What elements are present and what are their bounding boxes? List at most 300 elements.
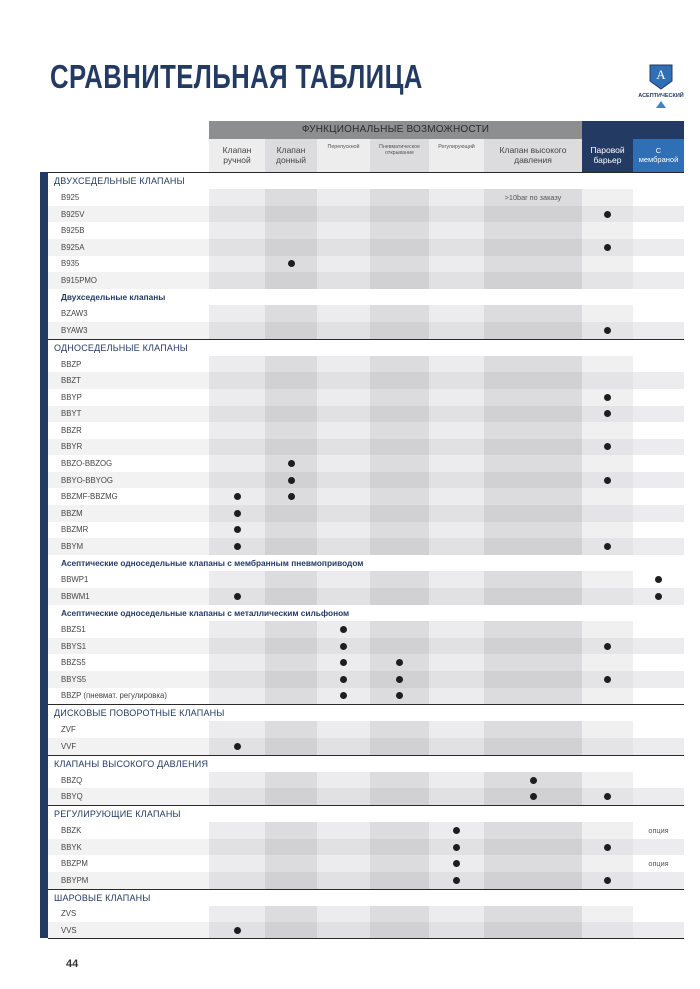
special-header-band — [582, 121, 684, 139]
table-cell — [370, 206, 429, 223]
table-cell — [370, 488, 429, 505]
table-cell — [370, 389, 429, 406]
table-cell — [317, 256, 370, 273]
table-cell — [265, 505, 317, 522]
cell-note: опция — [648, 825, 669, 835]
table-cell — [582, 272, 633, 289]
feature-dot-marker — [604, 676, 611, 683]
table-cell — [484, 872, 582, 889]
table-cell — [484, 455, 582, 472]
table-cell — [209, 621, 265, 638]
table-cell — [633, 422, 684, 439]
table-cell — [582, 256, 633, 273]
table-cell — [633, 406, 684, 423]
table-cell — [209, 239, 265, 256]
table-cell — [633, 788, 684, 805]
table-cell — [265, 389, 317, 406]
section-header-row — [48, 889, 684, 906]
feature-dot-marker — [604, 211, 611, 218]
table-row — [48, 688, 684, 705]
table-cell — [484, 522, 582, 539]
section-title: ОДНОСЕДЕЛЬНЫЕ КЛАПАНЫ — [54, 342, 188, 353]
table-cell — [317, 738, 370, 755]
table-row — [48, 305, 684, 322]
table-cell — [429, 688, 484, 705]
table-cell — [209, 571, 265, 588]
table-cell — [429, 189, 484, 206]
table-cell — [429, 455, 484, 472]
table-cell — [209, 422, 265, 439]
table-cell — [209, 356, 265, 373]
table-bottom-rule — [48, 938, 684, 939]
table-cell — [582, 772, 633, 789]
table-cell — [429, 389, 484, 406]
table-cell — [370, 305, 429, 322]
section-header-row — [48, 755, 684, 772]
table-cell — [265, 206, 317, 223]
table-cell — [429, 356, 484, 373]
table-row — [48, 906, 684, 923]
feature-dot-marker — [604, 477, 611, 484]
table-cell — [370, 189, 429, 206]
table-cell — [370, 372, 429, 389]
valve-model-name: ZVF — [61, 725, 76, 735]
table-cell — [265, 372, 317, 389]
table-cell — [370, 406, 429, 423]
table-row — [48, 654, 684, 671]
table-cell — [370, 839, 429, 856]
table-row — [48, 538, 684, 555]
table-cell — [209, 654, 265, 671]
table-cell — [317, 372, 370, 389]
table-cell — [370, 505, 429, 522]
table-cell — [370, 571, 429, 588]
valve-model-name: BBZP (пневмат. регулировка) — [61, 691, 167, 701]
table-cell — [582, 621, 633, 638]
table-cell — [633, 721, 684, 738]
table-cell — [209, 822, 265, 839]
column-header-3: Пневматическое открывание — [370, 139, 429, 173]
valve-model-name: BBYK — [61, 842, 82, 852]
table-cell — [370, 772, 429, 789]
table-cell — [582, 422, 633, 439]
table-cell — [582, 372, 633, 389]
table-cell — [209, 439, 265, 456]
cell-note: >10bar по заказу — [504, 192, 562, 202]
table-row — [48, 772, 684, 789]
table-cell — [370, 621, 429, 638]
table-cell — [209, 256, 265, 273]
table-cell — [484, 356, 582, 373]
table-cell — [209, 872, 265, 889]
table-cell — [265, 422, 317, 439]
valve-model-name: BBYS5 — [61, 674, 87, 684]
table-cell — [582, 455, 633, 472]
table-cell — [317, 389, 370, 406]
table-cell — [370, 822, 429, 839]
table-cell — [633, 189, 684, 206]
table-cell — [317, 206, 370, 223]
table-cell — [582, 855, 633, 872]
table-cell — [633, 305, 684, 322]
table-cell — [633, 256, 684, 273]
table-row — [48, 922, 684, 939]
table-cell — [429, 472, 484, 489]
table-cell — [429, 538, 484, 555]
table-cell — [370, 788, 429, 805]
feature-dot-marker — [234, 493, 241, 500]
section-title: Асептические односедельные клапаны с металлическим сильфоном — [61, 607, 350, 618]
section-header-row — [48, 339, 684, 356]
feature-dot-marker — [288, 477, 295, 484]
section-header-row — [48, 172, 684, 189]
table-row — [48, 522, 684, 539]
table-cell — [484, 839, 582, 856]
table-cell — [317, 721, 370, 738]
table-cell — [429, 571, 484, 588]
table-cell — [317, 505, 370, 522]
table-cell — [633, 839, 684, 856]
feature-dot-marker — [453, 844, 460, 851]
badge-caption: АСЕПТИЧЕСКИЙ — [638, 93, 684, 99]
feature-dot-marker — [234, 593, 241, 600]
table-cell — [429, 488, 484, 505]
table-cell — [484, 222, 582, 239]
table-cell — [317, 406, 370, 423]
table-cell — [265, 906, 317, 923]
table-cell — [317, 455, 370, 472]
table-row — [48, 822, 684, 839]
feature-dot-marker — [234, 927, 241, 934]
table-cell — [317, 439, 370, 456]
feature-dot-marker — [340, 643, 347, 650]
page-number: 44 — [66, 958, 79, 970]
table-cell — [265, 839, 317, 856]
valve-model-name: BBZR — [61, 425, 82, 435]
valve-model-name: BBWP1 — [61, 575, 89, 585]
valve-model-name: BBZMF-BBZMG — [61, 492, 118, 502]
table-row — [48, 322, 684, 339]
table-cell — [265, 406, 317, 423]
table-cell — [633, 455, 684, 472]
table-cell — [429, 305, 484, 322]
table-row — [48, 472, 684, 489]
feature-dot-marker — [234, 743, 241, 750]
table-cell — [370, 538, 429, 555]
table-cell — [209, 372, 265, 389]
table-cell — [582, 922, 633, 939]
table-row — [48, 638, 684, 655]
table-cell — [484, 272, 582, 289]
table-cell — [265, 922, 317, 939]
table-cell — [370, 906, 429, 923]
valve-model-name: B915PMO — [61, 275, 97, 285]
comparison-table — [48, 172, 684, 939]
table-cell — [429, 439, 484, 456]
table-cell — [429, 922, 484, 939]
subsection-header-row — [48, 289, 684, 306]
table-cell — [633, 239, 684, 256]
table-cell — [484, 621, 582, 638]
section-header-row — [48, 704, 684, 721]
table-cell — [265, 305, 317, 322]
table-cell — [633, 272, 684, 289]
table-row — [48, 372, 684, 389]
table-cell — [317, 588, 370, 605]
table-cell — [317, 839, 370, 856]
table-cell — [265, 788, 317, 805]
table-cell — [265, 522, 317, 539]
table-cell — [582, 822, 633, 839]
valve-model-name: ZVS — [61, 909, 77, 919]
table-row — [48, 738, 684, 755]
table-cell — [370, 322, 429, 339]
table-cell — [484, 422, 582, 439]
table-cell — [209, 206, 265, 223]
triangle-icon — [656, 101, 666, 108]
table-cell — [484, 654, 582, 671]
column-header-4: Регулирующий — [429, 139, 484, 173]
table-cell — [633, 206, 684, 223]
table-cell — [429, 738, 484, 755]
table-row — [48, 855, 684, 872]
table-cell — [317, 488, 370, 505]
valve-model-name: BBZK — [61, 825, 82, 835]
valve-model-name: B925V — [61, 209, 85, 219]
feature-dot-marker — [604, 877, 611, 884]
table-cell — [633, 922, 684, 939]
table-cell — [317, 356, 370, 373]
table-row — [48, 406, 684, 423]
badge-letter: A — [656, 67, 666, 82]
table-cell — [429, 721, 484, 738]
table-cell — [484, 505, 582, 522]
table-cell — [633, 389, 684, 406]
table-cell — [484, 721, 582, 738]
table-cell — [429, 256, 484, 273]
table-cell — [633, 488, 684, 505]
feature-dot-marker — [234, 510, 241, 517]
feature-dot-marker — [234, 543, 241, 550]
feature-dot-marker — [655, 593, 662, 600]
table-cell — [633, 439, 684, 456]
valve-model-name: VVF — [61, 741, 77, 751]
table-cell — [317, 538, 370, 555]
table-cell — [265, 239, 317, 256]
table-cell — [209, 472, 265, 489]
table-cell — [317, 422, 370, 439]
table-row — [48, 788, 684, 805]
table-cell — [633, 372, 684, 389]
table-cell — [209, 189, 265, 206]
table-cell — [370, 422, 429, 439]
subsection-header-row — [48, 605, 684, 622]
table-row — [48, 588, 684, 605]
table-cell — [370, 239, 429, 256]
section-title: Двухседельные клапаны — [61, 292, 166, 303]
feature-dot-marker — [604, 543, 611, 550]
valve-model-name: BBZMR — [61, 525, 89, 535]
table-cell — [429, 206, 484, 223]
table-row — [48, 872, 684, 889]
valve-model-name: B925A — [61, 242, 85, 252]
table-cell — [370, 455, 429, 472]
column-header-5: Клапан высокого давления — [484, 139, 582, 173]
feature-dot-marker — [340, 626, 347, 633]
table-cell — [265, 621, 317, 638]
table-cell — [582, 721, 633, 738]
feature-dot-marker — [530, 793, 537, 800]
table-cell — [484, 472, 582, 489]
feature-dot-marker — [288, 260, 295, 267]
table-cell — [370, 256, 429, 273]
table-cell — [484, 372, 582, 389]
table-cell — [582, 356, 633, 373]
table-cell — [370, 721, 429, 738]
valve-model-name: BBZPM — [61, 859, 88, 869]
table-row — [48, 571, 684, 588]
valve-model-name: BBZP — [61, 359, 82, 369]
table-cell — [265, 738, 317, 755]
left-accent-bar — [40, 172, 48, 938]
table-cell — [209, 906, 265, 923]
table-cell — [370, 855, 429, 872]
table-cell — [370, 472, 429, 489]
table-cell — [209, 272, 265, 289]
table-cell — [484, 406, 582, 423]
valve-model-name: BBZO-BBZOG — [61, 459, 113, 469]
feature-dot-marker — [604, 394, 611, 401]
table-cell — [484, 588, 582, 605]
table-cell — [429, 239, 484, 256]
table-cell — [633, 522, 684, 539]
table-cell — [209, 855, 265, 872]
table-cell — [370, 922, 429, 939]
table-cell — [370, 356, 429, 373]
table-cell — [429, 788, 484, 805]
table-cell — [209, 839, 265, 856]
table-cell — [265, 356, 317, 373]
table-cell — [209, 222, 265, 239]
table-cell — [429, 621, 484, 638]
valve-model-name: BBYQ — [61, 792, 83, 802]
section-header-row — [48, 805, 684, 822]
table-cell — [633, 772, 684, 789]
table-cell — [265, 688, 317, 705]
table-row — [48, 721, 684, 738]
table-cell — [429, 772, 484, 789]
column-header-6: Паровой барьер — [582, 139, 633, 173]
table-row — [48, 389, 684, 406]
table-row — [48, 439, 684, 456]
table-cell — [582, 738, 633, 755]
table-row — [48, 206, 684, 223]
table-cell — [265, 322, 317, 339]
table-cell — [317, 855, 370, 872]
column-header-0: Клапан ручной — [209, 139, 265, 173]
table-cell — [370, 738, 429, 755]
table-cell — [582, 488, 633, 505]
table-cell — [633, 638, 684, 655]
table-cell — [429, 906, 484, 923]
table-cell — [633, 472, 684, 489]
table-cell — [484, 439, 582, 456]
section-title: КЛАПАНЫ ВЫСОКОГО ДАВЛЕНИЯ — [54, 758, 209, 769]
table-cell — [484, 571, 582, 588]
table-cell — [209, 638, 265, 655]
valve-model-name: BBZT — [61, 376, 81, 386]
table-cell — [265, 721, 317, 738]
column-header-1: Клапан донный — [265, 139, 317, 173]
table-cell — [317, 571, 370, 588]
table-cell — [317, 922, 370, 939]
table-cell — [265, 872, 317, 889]
feature-dot-marker — [340, 676, 347, 683]
feature-dot-marker — [288, 493, 295, 500]
table-cell — [317, 522, 370, 539]
table-cell — [582, 305, 633, 322]
table-cell — [370, 638, 429, 655]
table-cell — [582, 654, 633, 671]
table-cell — [484, 256, 582, 273]
table-row — [48, 671, 684, 688]
feature-dot-marker — [604, 327, 611, 334]
table-cell — [370, 872, 429, 889]
table-cell — [633, 671, 684, 688]
table-cell — [484, 389, 582, 406]
table-cell — [484, 638, 582, 655]
table-cell — [429, 222, 484, 239]
table-cell — [582, 588, 633, 605]
table-cell — [429, 522, 484, 539]
table-cell — [317, 788, 370, 805]
feature-dot-marker — [604, 244, 611, 251]
feature-dot-marker — [604, 643, 611, 650]
subsection-header-row — [48, 555, 684, 572]
table-cell — [265, 272, 317, 289]
feature-dot-marker — [530, 777, 537, 784]
table-cell — [633, 505, 684, 522]
valve-model-name: BBWM1 — [61, 591, 90, 601]
table-row — [48, 621, 684, 638]
table-row — [48, 189, 684, 206]
table-cell — [484, 206, 582, 223]
table-cell — [317, 772, 370, 789]
table-cell — [484, 822, 582, 839]
table-cell — [209, 389, 265, 406]
valve-model-name: BYAW3 — [61, 325, 88, 335]
table-cell — [265, 538, 317, 555]
section-title: ДВУХСЕДЕЛЬНЫЕ КЛАПАНЫ — [54, 176, 185, 187]
table-cell — [582, 688, 633, 705]
valve-model-name: B925B — [61, 226, 85, 236]
table-row — [48, 222, 684, 239]
table-cell — [265, 671, 317, 688]
table-cell — [317, 305, 370, 322]
table-cell — [633, 906, 684, 923]
table-cell — [429, 654, 484, 671]
table-cell — [582, 505, 633, 522]
table-cell — [317, 472, 370, 489]
table-row — [48, 239, 684, 256]
feature-dot-marker — [604, 844, 611, 851]
table-cell — [633, 654, 684, 671]
valve-model-name: B935 — [61, 259, 80, 269]
table-cell — [317, 272, 370, 289]
table-cell — [484, 922, 582, 939]
table-cell — [265, 222, 317, 239]
table-cell — [265, 654, 317, 671]
